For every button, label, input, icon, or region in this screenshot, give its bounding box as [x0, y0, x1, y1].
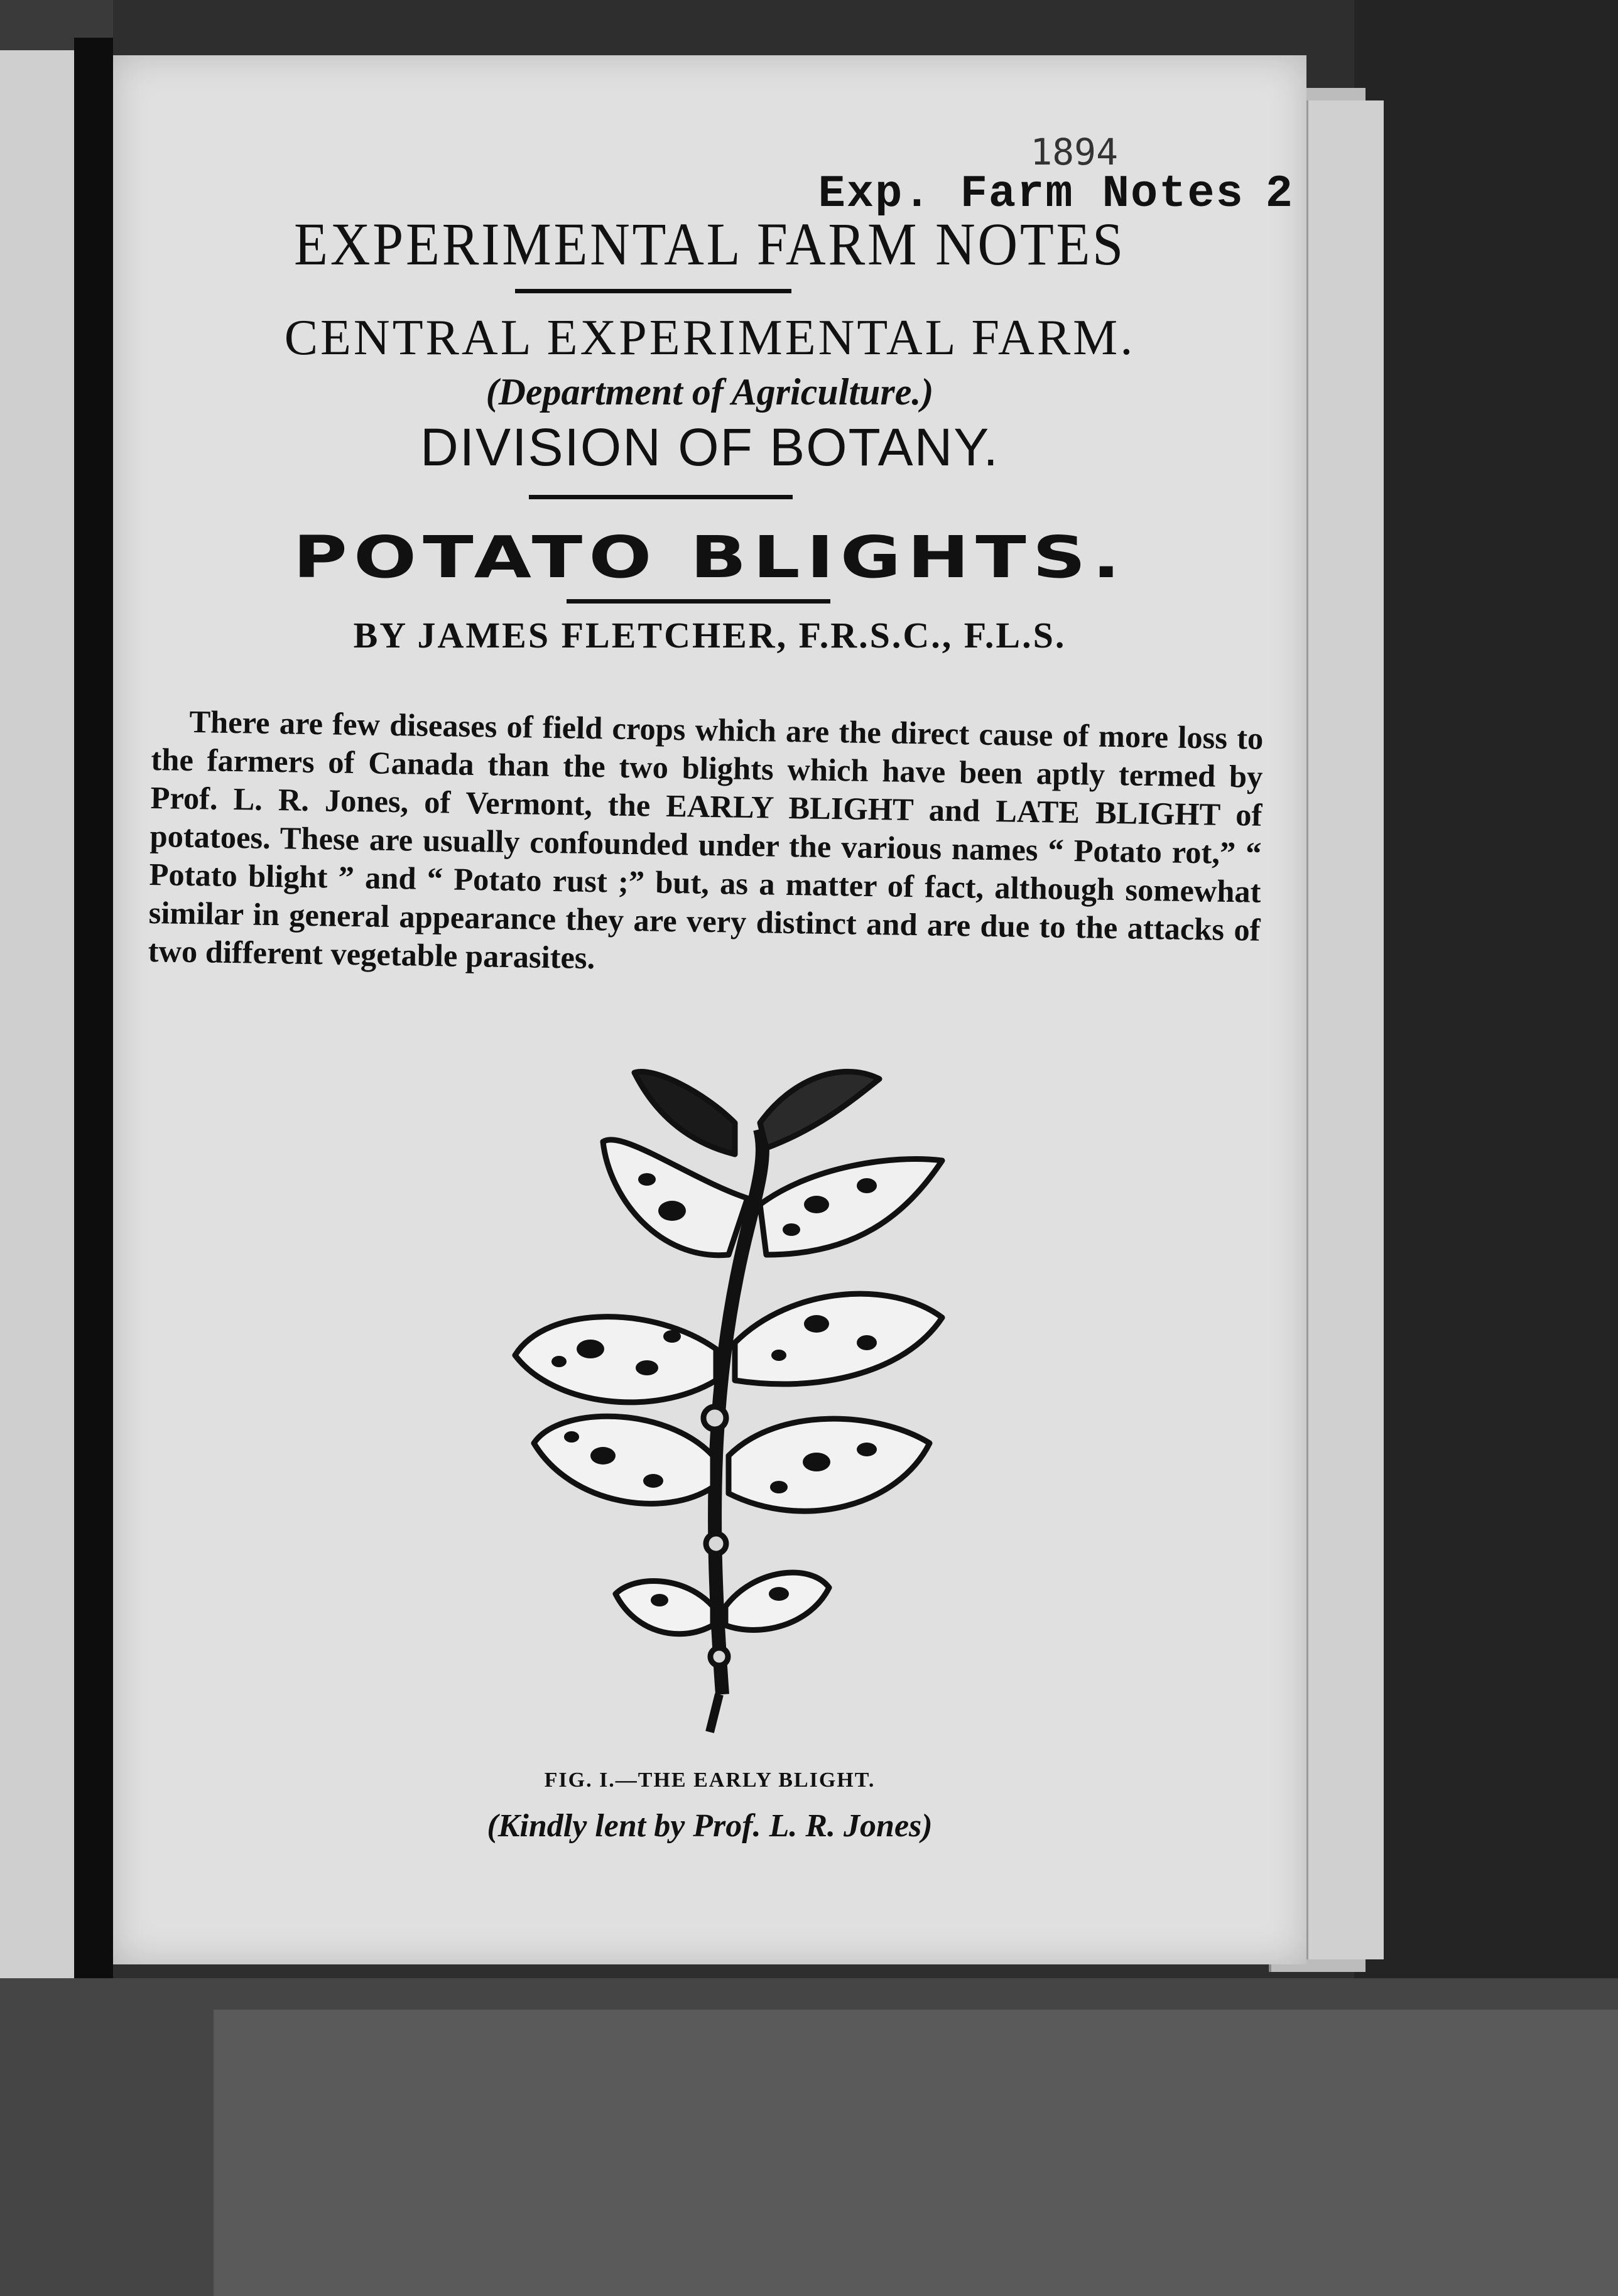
author-byline: BY JAMES FLETCHER, F.R.S.C., F.L.S. [353, 615, 1067, 656]
document-page [113, 55, 1306, 1964]
division-name: DIVISION OF BOTANY. [420, 418, 999, 477]
page-stack-edge-inner [1306, 100, 1384, 1959]
article-body [148, 702, 1263, 988]
potato-leaf-illustration [465, 1054, 980, 1745]
institution-name: CENTRAL EXPERIMENTAL FARM. [284, 310, 1136, 366]
divider-rule [515, 289, 791, 293]
divider-rule [567, 599, 830, 604]
figure-caption: FIG. I.—THE EARLY BLIGHT. [544, 1768, 876, 1792]
series-label-text: Exp. Farm Notes [818, 168, 1244, 220]
article-title: POTATO BLIGHTS. [293, 523, 1127, 591]
divider-rule [529, 495, 793, 499]
scan-background-right [1354, 0, 1618, 2296]
publication-title: EXPERIMENTAL FARM NOTES [294, 210, 1126, 278]
book-binding [74, 38, 113, 2047]
previous-page-edge [0, 50, 78, 1985]
figure-credit: (Kindly lent by Prof. L. R. Jones) [487, 1808, 933, 1844]
series-number: 2 [1265, 168, 1294, 220]
department-name: (Department of Agriculture.) [486, 371, 934, 413]
year-annotation: 1894 [1030, 131, 1118, 173]
article-paragraph: There are few diseases of field crops which are the direct cause of more loss to the farmers of Canada than the two blights which have been aptly termed by Prof. L. R. Jones, of Vermont, the EARLY BLIGHT and LATE BLIGHT of potatoes. These are usually confounded under the various names “ Potato rot,” “ Potato blight ” and “ Potato rust ;” but, as a matter of fact, although somewhat similar in general appearance they are very distinct and are due to the attacks of two different vegetable parasites. [148, 703, 1264, 976]
scan-shelf [214, 2010, 1618, 2296]
